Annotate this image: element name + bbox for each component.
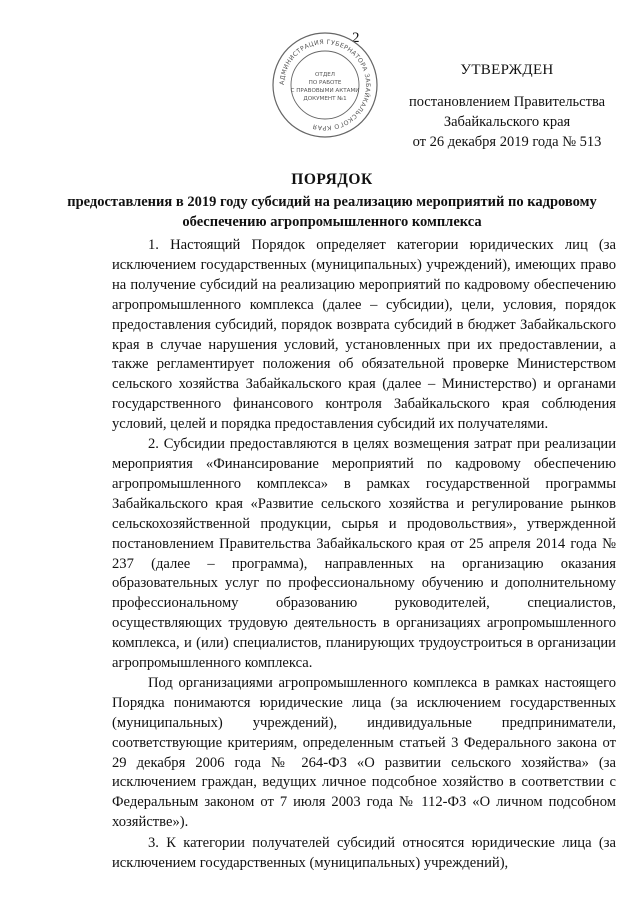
paragraph-3: Под организациями агропромышленного комплекса в рамках настоящего Порядка понимаются юридические лица (за исключением государственных (муниципальных) учреждений), индивидуальные предприниматели, соответствующие критериям, определенным статьей 3 Федерального закона от 29 декабря 2006 года № 264-ФЗ «О развитии сельского хозяйства» (за исключением граждан, ведущих личное подсобное хозяйство в соответствии с Федеральным законом от 7 июля 2003 года № 112-ФЗ «О личном подсобном хозяйстве»). [112, 674, 616, 831]
document-subtitle: предоставления в 2019 году субсидий на реализацию мероприятий по кадровому обеспечению агропромышленного комплекса [67, 194, 597, 230]
page-number: 2 [352, 30, 360, 46]
approval-line-1: постановлением Правительства [408, 94, 606, 110]
svg-text:ДОКУМЕНТ №1: ДОКУМЕНТ №1 [303, 96, 347, 102]
title-block [62, 170, 602, 232]
paragraph-2: 2. Субсидии предоставляются в целях возмещения затрат при реализации мероприятия «Финансирование мероприятий по кадровому обеспечению агропромышленного комплекса» в рамках государственной программы Забайкальского края «Развитие сельского хозяйства и регулирование рынков сельскохозяйственной продукции, сырья и продовольствия», утвержденной постановлением Правительства Забайкальского края от 25 апреля 2014 года № 237 (далее – программа), направленных на организацию оказания образовательных услуг по профессиональному обучению и дополнительному профессиональному образованию руководителей, специалистов, осуществляющих трудовую деятельность в организациях агропромышленного комплекса, и (или) специалистов, планирующих трудоустроиться в организации агропромышленного комплекса. [112, 436, 616, 672]
paragraph-4: 3. К категории получателей субсидий относятся юридические лица (за исключением государственных (муниципальных) учреждений), [112, 835, 616, 872]
svg-text:ОТДЕЛ: ОТДЕЛ [315, 72, 335, 78]
approval-heading: УТВЕРЖДЕН [460, 62, 554, 78]
approval-block [392, 60, 622, 152]
document-body [112, 236, 616, 874]
stamp-seal [270, 30, 380, 140]
svg-text:ПО РАБОТЕ: ПО РАБОТЕ [308, 80, 342, 86]
approval-line-2: Забайкальского края [443, 114, 571, 130]
svg-text:АДМИНИСТРАЦИЯ ГУБЕРНАТОРА ЗАБА: АДМИНИСТРАЦИЯ ГУБЕРНАТОРА ЗАБАЙКАЛЬСКОГО КРАЯ [278, 38, 372, 132]
paragraph-1: 1. Настоящий Порядок определяет категории юридических лиц (за исключением государственных (муниципальных) учреждений), имеющих право на получение субсидий на реализацию мероприятий по кадровому обеспечению агропромышленного комплекса (далее – субсидии), цели, условия, порядок предоставления субсидий, порядок возврата субсидий в бюджет Забайкальского края в случае нарушения условий, установленных при их предоставлении, а также регламентирует положения об обязательной проверке Министерством сельского хозяйства Забайкальского края (далее – Министерство) и органами государственного финансового контроля Забайкальского края соблюдения условий, целей и порядка предоставления субсидий их получателями. [112, 237, 616, 433]
svg-text:С ПРАВОВЫМИ АКТАМИ: С ПРАВОВЫМИ АКТАМИ [290, 88, 360, 94]
approval-line-3: от 26 декабря 2019 года № 513 [412, 134, 602, 150]
document-title: ПОРЯДОК [291, 171, 373, 188]
